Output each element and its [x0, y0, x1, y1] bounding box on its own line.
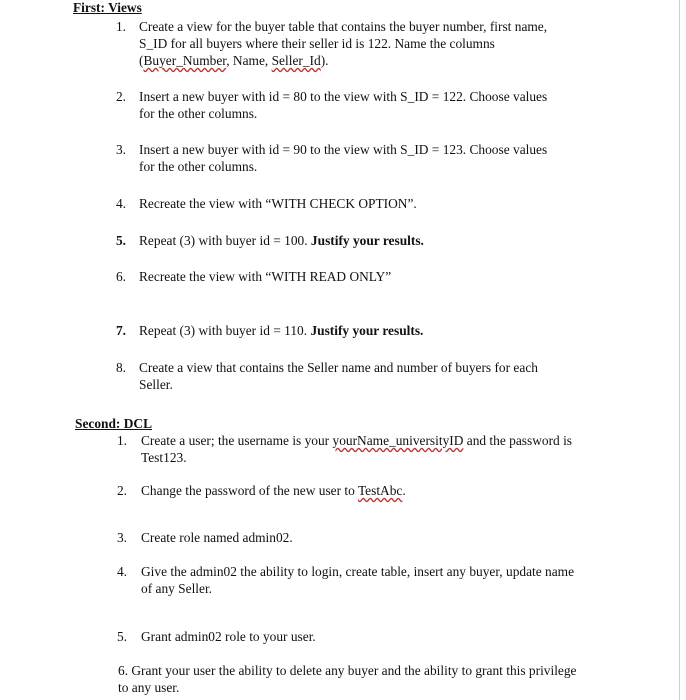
item-number: 1.: [115, 19, 126, 34]
item-number: 1.: [116, 433, 127, 448]
item-text-line: of any Seller.: [141, 581, 213, 596]
item-text-line: to any user.: [118, 680, 180, 695]
item-number: 4.: [116, 564, 127, 579]
item-text-line: Change the password of the new user to TestAbc.: [141, 483, 406, 498]
item-number: 2.: [116, 483, 127, 498]
item-text-line: Give the admin02 the ability to login, create table, insert any buyer, update name: [141, 564, 575, 579]
item-number: 5.: [115, 233, 126, 248]
emphasis-justify: Justify your results.: [310, 233, 424, 248]
item-number: 4.: [115, 196, 126, 211]
item-text-line: Create role named admin02.: [141, 530, 293, 545]
item-text-line: Recreate the view with “WITH READ ONLY”: [139, 269, 392, 284]
item-text-line: Recreate the view with “WITH CHECK OPTION”.: [139, 196, 417, 211]
item-text-line: Test123.: [141, 450, 187, 465]
item-number: 5.: [116, 629, 127, 644]
page-right-border: [679, 0, 680, 700]
username-placeholder: yourName_universityID: [332, 433, 464, 448]
item-text-line: Create a user; the username is your yourName_universityID and the password is: [141, 433, 573, 448]
item-number: 7.: [115, 323, 126, 338]
item-number: 6.: [115, 269, 126, 284]
column-name-buyer-number: Buyer_Number: [143, 53, 227, 68]
item-text-line: Create a view for the buyer table that contains the buyer number, first name,: [139, 19, 548, 34]
item-text-line: Repeat (3) with buyer id = 100. Justify your results.: [139, 233, 424, 248]
password-value: TestAbc: [357, 483, 403, 498]
item-text-line: S_ID for all buyers where their seller id is 122. Name the columns: [139, 36, 495, 51]
item-number: 3.: [116, 530, 127, 545]
section-heading-views: First: Views: [73, 0, 142, 15]
column-name-seller-id: Seller_Id: [271, 53, 321, 68]
item-text-line: (Buyer_Number, Name, Seller_Id).: [139, 53, 329, 68]
item-text-line: 6. Grant your user the ability to delete any buyer and the ability to grant this privilege: [118, 663, 577, 678]
item-text-line: Insert a new buyer with id = 90 to the view with S_ID = 123. Choose values: [139, 142, 548, 157]
item-text-line: for the other columns.: [139, 106, 258, 121]
item-text-line: Grant admin02 role to your user.: [141, 629, 316, 644]
item-number: 2.: [115, 89, 126, 104]
item-number: 8.: [115, 360, 126, 375]
section-heading-dcl: Second: DCL: [75, 416, 153, 431]
emphasis-justify: Justify your results.: [310, 323, 424, 338]
item-text-line: for the other columns.: [139, 159, 258, 174]
item-text-line: Create a view that contains the Seller name and number of buyers for each: [139, 360, 538, 375]
item-text-line: Seller.: [139, 377, 173, 392]
item-text-line: Insert a new buyer with id = 80 to the view with S_ID = 122. Choose values: [139, 89, 548, 104]
item-number: 3.: [115, 142, 126, 157]
item-text-line: Repeat (3) with buyer id = 110. Justify your results.: [139, 323, 424, 338]
